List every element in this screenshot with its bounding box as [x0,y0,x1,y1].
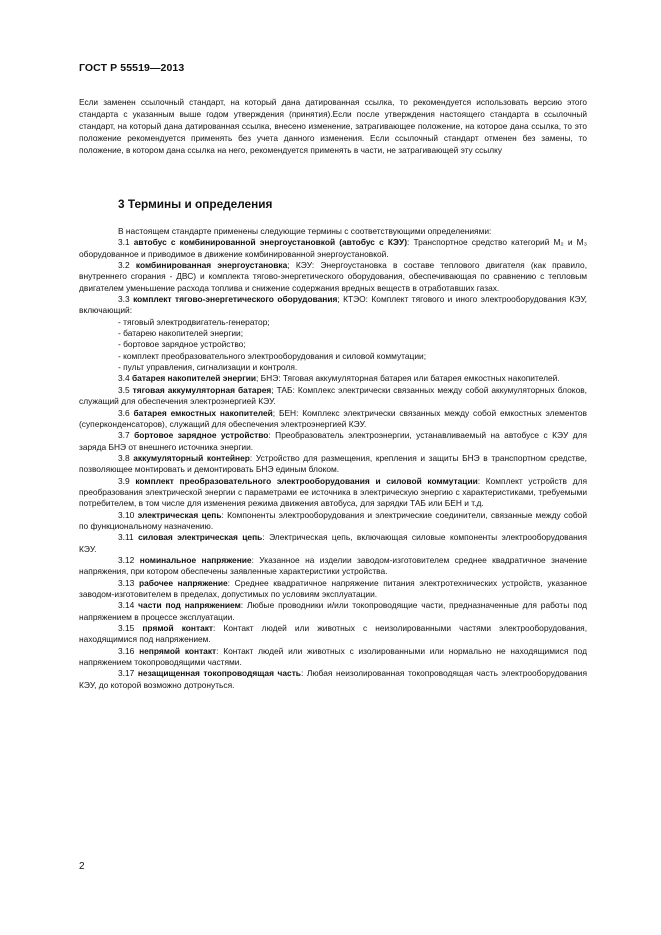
term-separator: : [262,532,265,543]
term-separator: ; КЭУ: [287,260,315,271]
term-number: 3.3 [118,294,130,305]
term-name: тяговая аккумуляторная батарея [132,384,272,395]
term-separator: : [407,237,410,248]
term-name: бортовое зарядное устройство [134,430,269,441]
term-separator: ; БЕН: [272,407,299,418]
term-definition: Любые проводники и/или токопроводящие части, предназначенные для работы под напряжением в процессе эксплуатации. [79,600,587,622]
term-entry [79,385,587,408]
term-separator: ; ТАБ: [271,384,295,395]
term-entry [79,373,587,384]
term-number: 3.16 [118,645,135,656]
terms-list [79,226,587,691]
document-header: ГОСТ Р 55519—2013 [79,62,185,74]
term-name: аккумуляторный контейнер [133,452,250,463]
section-intro: В настоящем стандарте применены следующие термины с соответствующими определениями: [118,226,492,236]
term-name: номинальное напряжение [139,554,252,565]
list-item: - комплект преобразовательного электрооборудования и силовой коммутации; [118,350,427,361]
term-definition: Комплект тягового и иного электрооборудования КЭУ, включающий: [79,294,588,316]
term-number: 3.15 [118,623,135,634]
term-name: силовая электрическая цепь [138,532,263,543]
term-number: 3.17 [118,668,135,679]
term-entry [79,294,587,317]
page-number: 2 [79,861,85,872]
term-number: 3.7 [118,430,130,441]
term-number: 3.14 [118,600,135,611]
term-name: батарея емкостных накопителей [133,407,273,418]
term-entry [79,237,587,260]
term-separator: : [249,452,253,463]
term-name: комбинированная энергоустановка [135,260,288,271]
term-separator: : [251,554,254,565]
list-item: - батарею накопителей энергии; [118,328,244,339]
term-name: электрическая цепь [137,509,222,520]
term-separator: ; КТЭО: [337,294,368,305]
section-title: 3 Термины и определения [118,197,273,211]
term-separator: : [227,577,230,588]
list-item: - бортовое зарядное устройство; [118,339,246,350]
term-definition: Контакт людей или животных с неизолированными частями электрооборудования, находящимися под напряжением. [79,623,588,645]
term-entry [79,578,587,601]
term-name: комплект тягово-энергетического оборудования [133,294,338,305]
term-number: 3.11 [118,532,134,543]
term-entry [79,430,587,453]
term-entry [79,510,587,533]
list-item: - пульт управления, сигнализации и контроля. [118,362,298,373]
term-entry [79,532,587,555]
term-name: батарея накопителей энергии [131,373,257,384]
term-number: 3.8 [118,452,130,463]
term-definition: Энергоустановка в составе теплового двигателя (как правило, внутреннего сгорания - ДВС) и комплекта тягово-энергетического оборудования, обеспечивающая по сравнению с тепловым двигателем уменьшение расхода топлива и снижение содержания вредных веществ в отработавших газах. [79,260,588,293]
term-definition: Комплект устройств для преобразования электрической энергии с параметрами ее источника в электрическую энергию с характеристиками, требуемыми потребителем, в том числе для изменения режима движения автобуса, для зарядки ТАБ или БЕН и т.д. [79,475,587,509]
term-number: 3.13 [118,577,135,588]
term-separator: : [216,645,219,656]
term-name: части под напряжением [138,600,241,611]
term-entry [79,453,587,476]
term-entry [79,623,587,646]
term-name: рабочее напряжение [138,577,228,588]
term-definition: Комплекс электрически связанных между собой аккумуляторных блоков, служащий для обеспечения электроэнергией КЭУ. [79,384,587,407]
term-name: автобус с комбинированной энергоустановкой (автобус с КЭУ) [133,237,408,248]
term-entry [79,408,587,431]
term-definition: Указанное на изделии заводом-изготовителем среднее квадратичное значение напряжения, при котором обеспечены заявленные характеристики устройства. [79,554,588,577]
term-definition: Компоненты электрооборудования и электрические соединители, связанные между собой по функциональному назначению. [79,509,587,531]
term-name: комплект преобразовательного электрооборудования и силовой коммутации [135,475,478,486]
term-entry [79,668,587,691]
term-name: непрямой контакт [139,645,217,656]
term-definition: Любая неизолированная токопроводящая часть электрооборудования КЭУ, до которой возможно дотронуться. [79,668,588,690]
term-number: 3.2 [118,260,130,271]
term-definition: Преобразователь электроэнергии, устанавливаемый на автобусе с КЭУ для заряда БНЭ от внешнего источника энергии. [79,430,588,452]
term-definition: Электрическая цепь, включающая силовые компоненты электрооборудования КЭУ. [79,532,588,554]
term-separator: : [300,668,304,679]
term-definition: Тяговая аккумуляторная батарея или батарея емкостных накопителей. [282,373,560,384]
term-definition: Контакт людей или животных с изолированными или нормально не находящимися под напряжением токопроводящими частями. [79,645,588,668]
term-number: 3.5 [118,384,130,395]
term-number: 3.6 [118,407,130,418]
dated-reference-note: Если заменен ссылочный стандарт, на который дана датированная ссылка, то рекомендуется использовать версию этого стандарта с указанным выше годом утверждения (принятия).Если после утверждения настоящего стандарта в ссылочный стандарт, на который дана датированная ссылка, внесено изменение, затрагивающее положение, на которое дана ссылка, то это положение рекомендуется применять без учета данного изменения. Если ссылочный стандарт отменен без замены, то положение, в котором дана ссылка на него, рекомендуется применять в части, не затрагивающей эту ссылку [79,97,587,156]
term-separator: ; БНЭ: [256,373,281,384]
term-definition: Устройство для размещения, крепления и защиты БНЭ в транспортном средстве, позволяющее монтировать и демонтировать БНЭ единым блоком. [79,452,588,475]
term-entry [79,555,587,578]
term-number: 3.9 [118,475,130,486]
term-name: прямой контакт [142,623,214,634]
term-entry [79,260,587,294]
term-separator: : [213,623,216,634]
term-definition: Комплекс электрически связанных между собой емкостных элементов (суперконденсаторов), служащий для обеспечения электроэнергией КЭУ. [79,407,588,429]
term-number: 3.4 [118,373,130,384]
term-separator: : [477,475,481,486]
term-definition: Среднее квадратичное напряжение питания электротехнических устройств, указанное заводом-изготовителем в пределах, допустимых по условиям эксплуатации. [79,577,588,599]
term-name: незащищенная токопроводящая часть [137,668,301,679]
term-separator: : [221,509,224,520]
term-entry [79,600,587,623]
term-number: 3.12 [118,554,135,565]
list-item: - тяговый электродвигатель-генератор; [118,316,270,327]
term-entry [79,476,587,510]
term-definition: Транспортное средство категорий M₂ и M₃ оборудованное и приводимое в движение комбинированной энергоустановкой. [79,237,588,259]
term-separator: : [268,430,271,441]
term-entry [79,646,587,669]
term-number: 3.1 [118,237,130,248]
term-separator: : [240,600,244,611]
term-number: 3.10 [118,509,135,520]
